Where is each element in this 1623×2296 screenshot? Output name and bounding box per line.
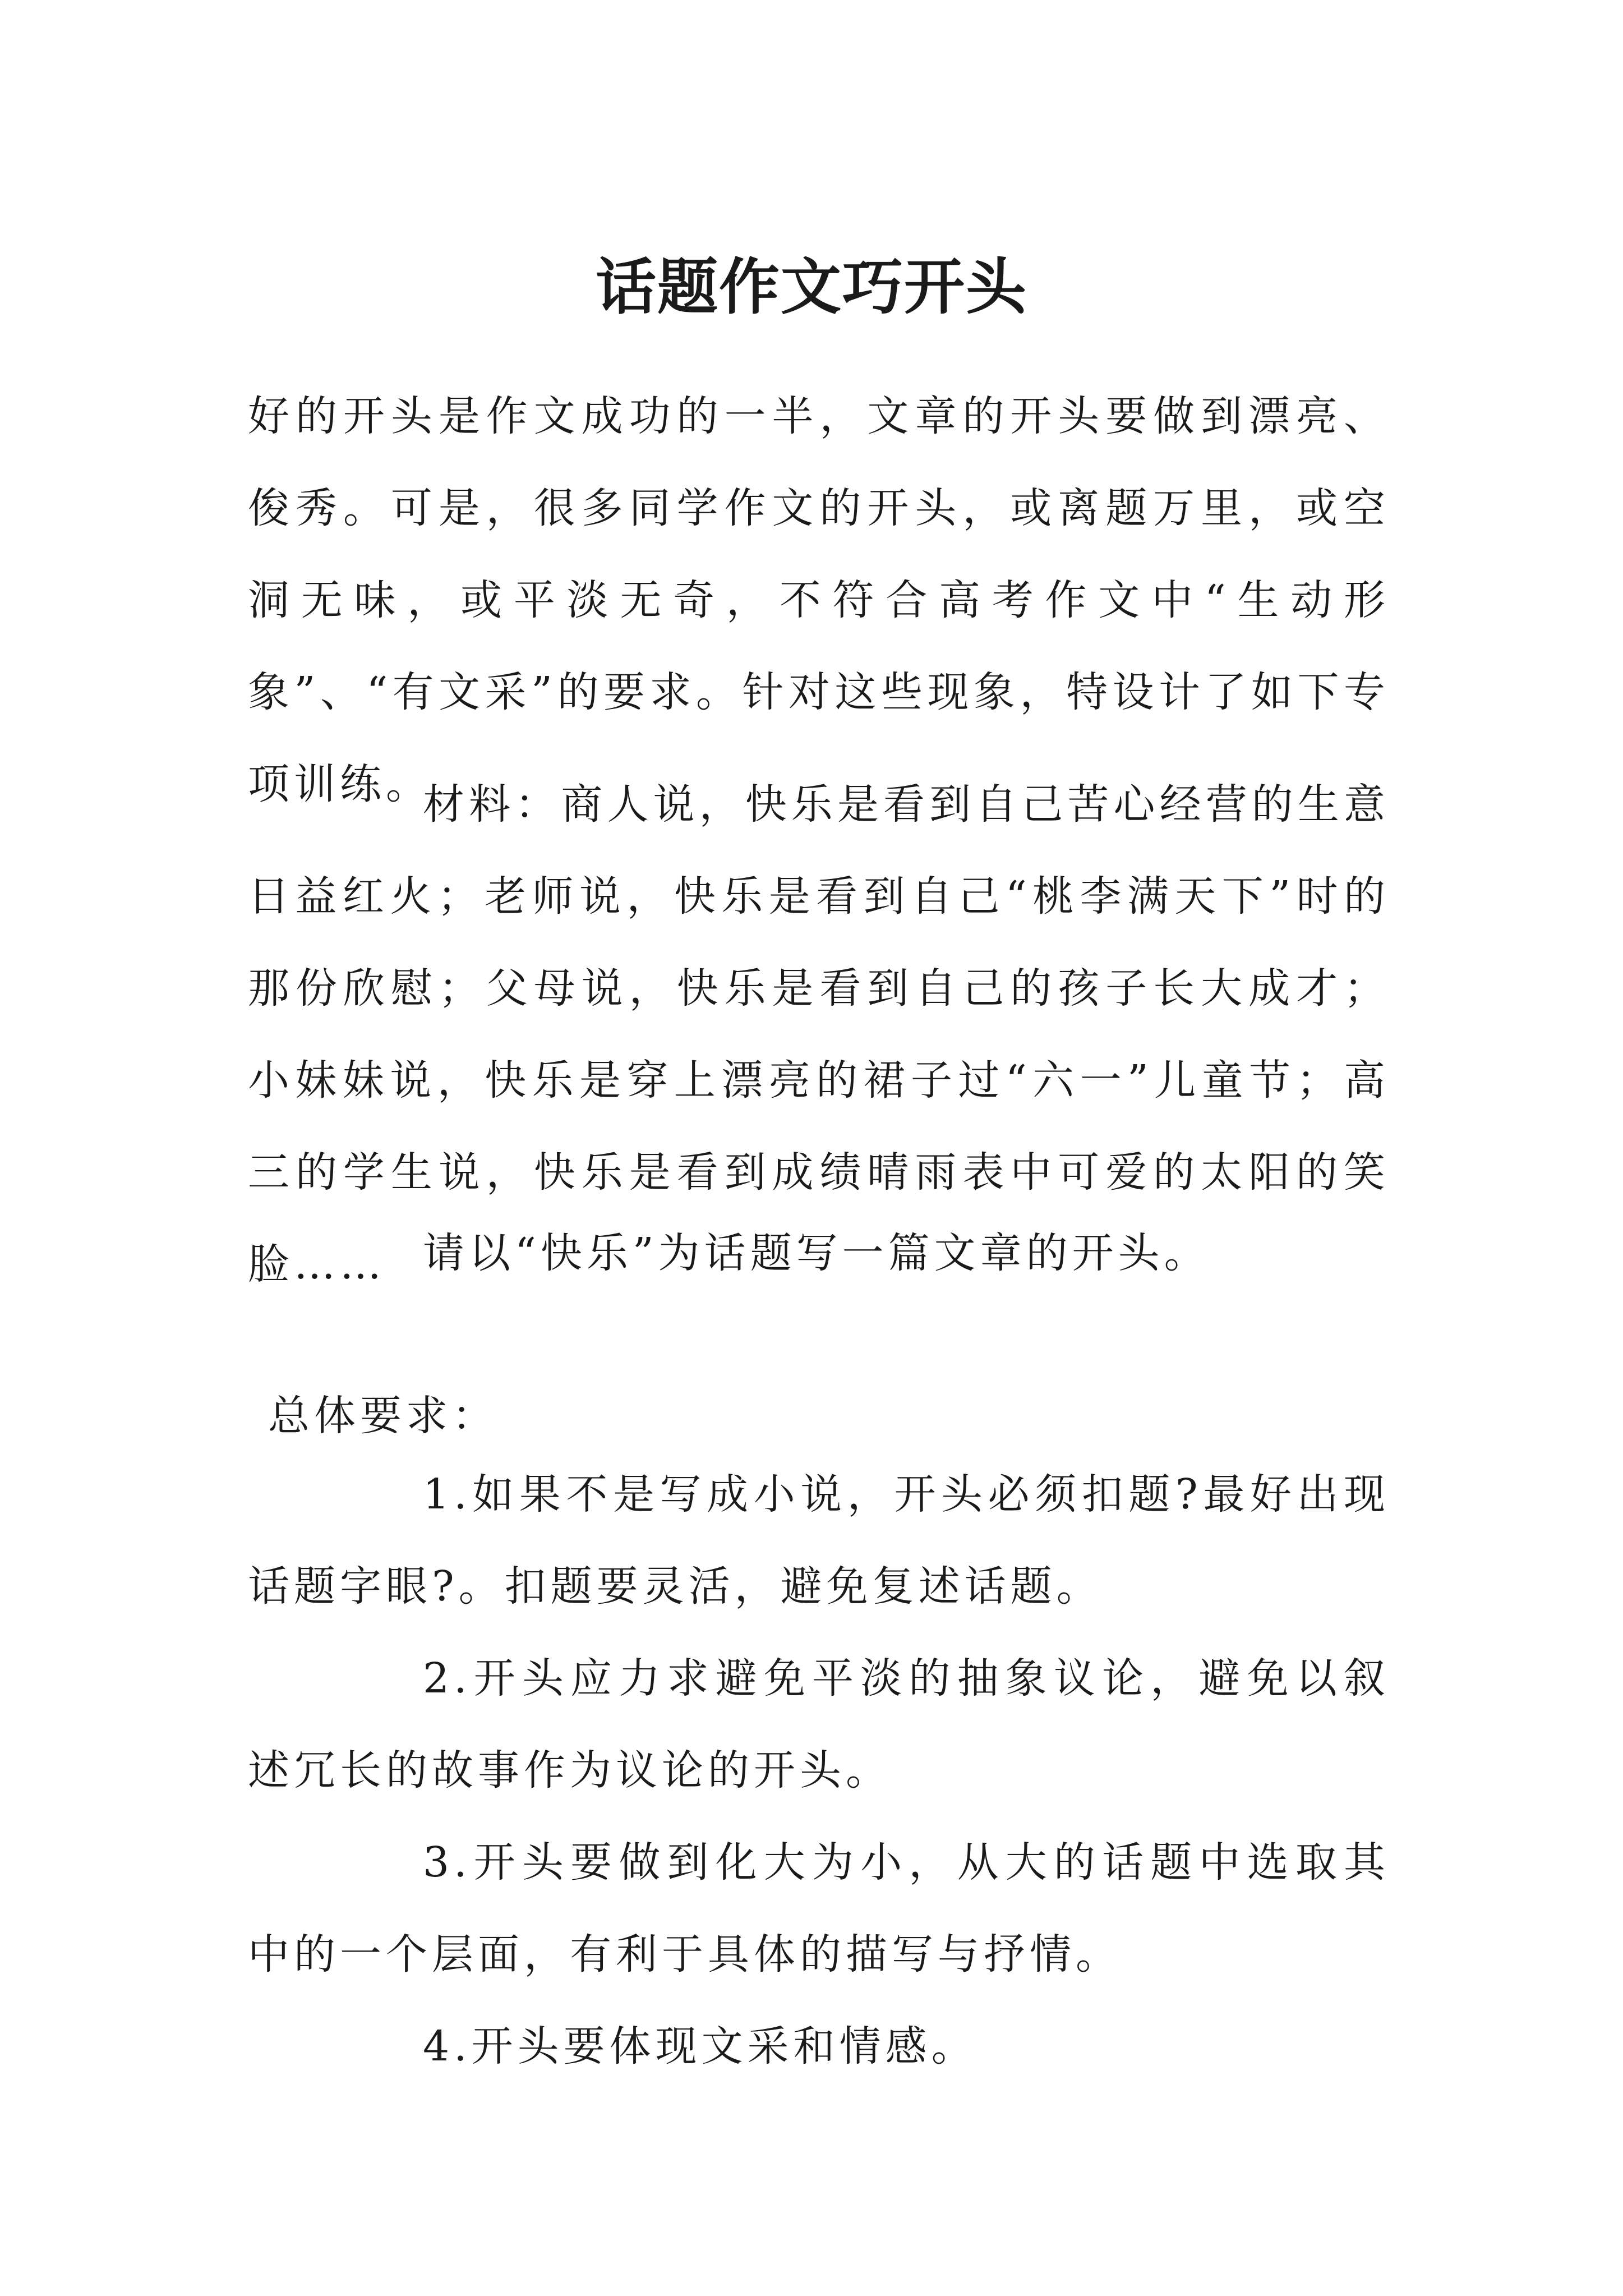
document-title: 话题作文巧开头: [595, 252, 1027, 323]
material-paragraph: 材料：商人说，快乐是看到自己苦心经营的生意日益红火；老师说，快乐是看到自己“桃李满天下”时的那份欣慰；父母说，快乐是看到自己的孩子长大成才；小妹妹说，快乐是穿上漂亮的裙子过“六一”儿童节；高三的学生说，快乐是看到成绩晴雨表中可爱的太阳的笑脸……: [248, 780, 1390, 1289]
writing-prompt: 请以“快乐”为话题写一篇文章的开头。: [423, 1229, 1210, 1277]
requirement-item-3: 3.开头要做到化大为小，从大的话题中选取其中的一个层面，有利于具体的描写与抒情。: [248, 1838, 1390, 1978]
intro-paragraph: 好的开头是作文成功的一半，文章的开头要做到漂亮、俊秀。可是，很多同学作文的开头，或离题万里，或空洞无味，或平淡无奇，不符合高考作文中“生动形象”、“有文采”的要求。针对这些现象，特设计了如下专项训练。: [248, 392, 1390, 808]
requirement-item-4: 4.开头要体现文采和情感。: [423, 2022, 978, 2070]
requirements-heading: 总体要求：: [268, 1392, 498, 1440]
requirement-item-2: 2.开头应力求避免平淡的抽象议论，避免以叙述冗长的故事作为议论的开头。: [248, 1654, 1390, 1795]
requirement-item-1: 1.如果不是写成小说，开头必须扣题?最好出现话题字眼?。扣题要灵活，避免复述话题。: [248, 1470, 1390, 1611]
